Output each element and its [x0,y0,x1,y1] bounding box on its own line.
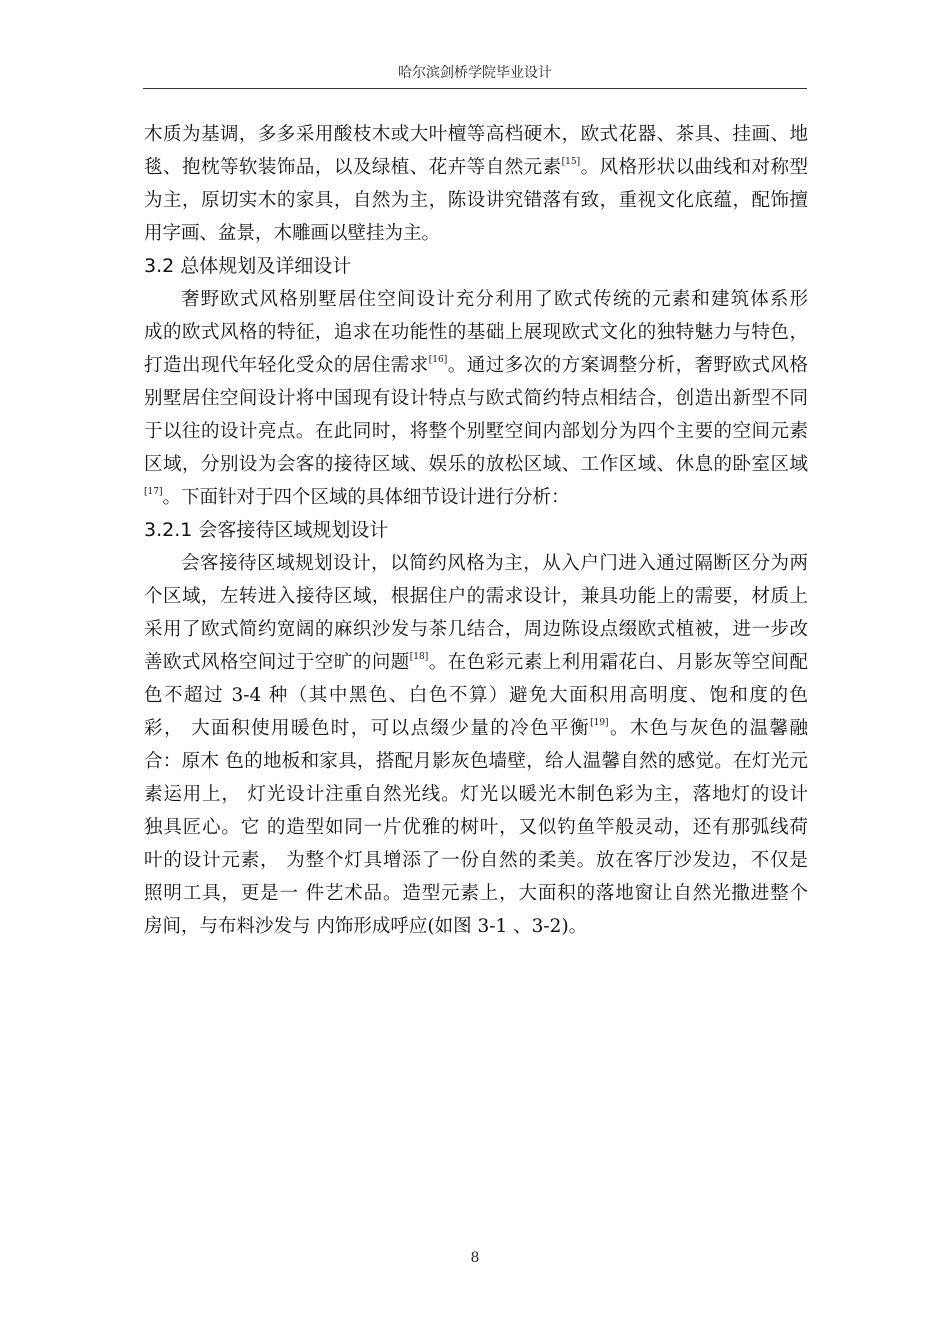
text-line: [17]。下面针对于四个区域的具体细节设计进行分析： [144,487,570,508]
text-line: 用字画、盆景，木雕画以壁挂为主。 [144,223,441,244]
page-number: 8 [470,1250,480,1266]
text-line: 奢野欧式风格别墅居住空间设计充分利用了欧式传统的元素和建筑体系形 [181,289,808,310]
text-line: 为主，原切实木的家具，自然为主，陈设讲究错落有致，重视文化底蕴，配饰擅 [144,190,808,211]
text-line: 会客接待区域规划设计，以简约风格为主，从入户门进入通过隔断区分为两 [181,553,808,574]
page-header [143,62,807,89]
text-line: 照明工具，更是一 件艺术品。造型元素上，大面积的落地窗让自然光撒进整个 [144,883,808,904]
section-heading: 3.2 总体规划及详细设计 [144,255,352,277]
citation-ref: [15] [561,157,581,167]
text-line: 毯、抱枕等软装饰品，以及绿植、花卉等自然元素[15]。风格形状以曲线和对称型 [144,157,808,178]
text-line: 木质为基调，多多采用酸枝木或大叶檀等高档硬木，欧式花器、茶具、挂画、地 [144,124,808,145]
paragraph-reception-area [144,547,808,943]
text-line: 于以往的设计亮点。在此同时，将整个别墅空间内部划分为四个主要的空间元素 [144,421,808,442]
text-line: 合：原木 色的地板和家具，搭配月影灰色墙壁，给人温馨自然的感觉。在灯光元 [144,751,808,772]
text-line: 素运用上， 灯光设计注重自然光线。灯光以暖光木制色彩为主，落地灯的设计 [144,784,808,805]
document-body [144,118,808,943]
paragraph-overall-planning [144,283,808,514]
text-line: 区域，分别设为会客的接待区域、娱乐的放松区域、工作区域、休息的卧室区域 [144,454,808,475]
text-line: 采用了欧式简约宽阔的麻织沙发与茶几结合，周边陈设点缀欧式植被，进一步改 [144,619,808,640]
citation-ref: [19] [590,718,609,728]
text-line: 个区域，左转进入接待区域，根据住户的需求设计，兼具功能上的需要，材质上 [144,586,808,607]
citation-ref: [16] [428,355,448,365]
text-line: 彩， 大面积使用暖色时，可以点缀少量的冷色平衡[19]。木色与灰色的温馨融 [144,718,808,739]
text-line: 别墅居住空间设计将中国现有设计特点与欧式简约特点相结合，创造出新型不同 [144,388,808,409]
header-title: 哈尔滨剑桥学院毕业设计 [398,65,552,81]
subsection-heading: 3.2.1 会客接待区域规划设计 [144,519,389,541]
text-line: 打造出现代年轻化受众的居住需求[16]。通过多次的方案调整分析，奢野欧式风格 [144,355,808,376]
text-line: 叶的设计元素， 为整个灯具增添了一份自然的柔美。放在客厅沙发边，不仅是 [144,850,808,871]
paragraph-intro [144,118,808,250]
citation-ref: [17] [144,487,163,497]
citation-ref: [18] [409,652,429,662]
text-line: 成的欧式风格的特征，追求在功能性的基础上展现欧式文化的独特魅力与特色， [144,322,808,343]
text-line: 色不超过 3-4 种（其中黑色、白色不算）避免大面积用高明度、饱和度的色 [144,685,808,706]
text-line: 善欧式风格空间过于空旷的问题[18]。在色彩元素上利用霜花白、月影灰等空间配 [144,652,808,673]
text-line: 独具匠心。它 的造型如同一片优雅的树叶，又似钓鱼竿般灵动，还有那弧线荷 [144,817,808,838]
text-line: 房间，与布料沙发与 内饰形成呼应(如图 3-1 、3-2)。 [144,916,588,937]
